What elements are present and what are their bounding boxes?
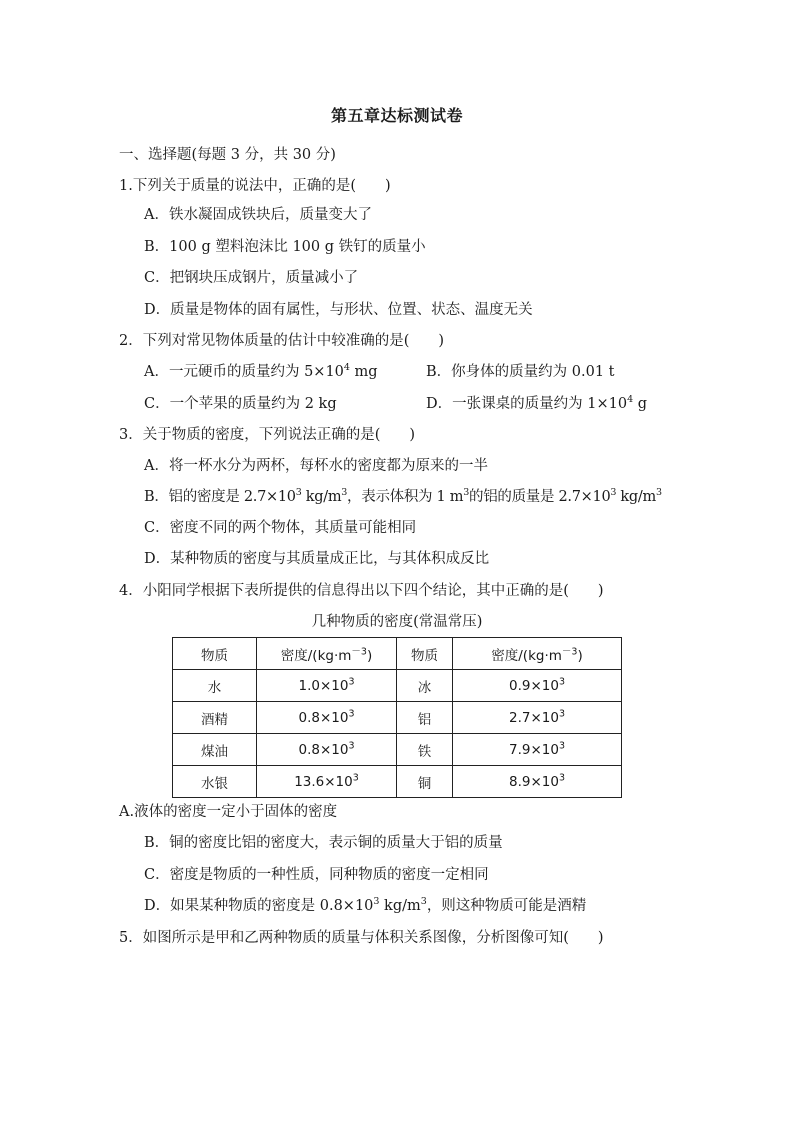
table-cell: 铁: [397, 734, 453, 766]
question-2-stem: 2．下列对常见物体质量的估计中较准确的是( ): [119, 333, 445, 349]
question-3-option-b: B．铝的密度是 $2.7\times 10^3$ $kg/m^3$，表示体积为 1 $m^3$的铝的质量是 $2.7\times 10^3$ $kg/m^3$: [144, 487, 662, 505]
question-2-option-c: C．一个苹果的质量约为 2 kg: [144, 396, 337, 412]
question-3-option-d: D．某种物质的密度与其质量成正比，与其体积成反比: [144, 551, 490, 567]
question-1-option-a: A．铁水凝固成铁块后，质量变大了: [144, 207, 372, 223]
table-cell: $2.7\times 10^3$: [453, 702, 622, 734]
density-table: [172, 637, 622, 798]
table-header-substance: 物质: [397, 638, 453, 670]
question-4-option-c: C．密度是物质的一种性质，同种物质的密度一定相同: [144, 867, 489, 883]
table-row: [173, 766, 622, 798]
question-4-stem: 4．小阳同学根据下表所提供的信息得出以下四个结论，其中正确的是( ): [119, 583, 604, 599]
table-row: [173, 734, 622, 766]
question-4-option-d: D．如果某种物质的密度是 $0.8\times 10^3$ $kg/m^3$，则这种物质可能是酒精: [144, 896, 587, 914]
table-caption: 几种物质的密度(常温常压): [311, 614, 483, 630]
question-2-option-d: D．一张课桌的质量约为 $1\times 10^4$ g: [426, 394, 648, 412]
table-header-substance: 物质: [173, 638, 257, 670]
table-cell: 煤油: [173, 734, 257, 766]
table-row: [173, 670, 622, 702]
table-header-density: 密度$/(kg\cdot m^{-3})$: [453, 638, 622, 670]
exam-title: 第五章达标测试卷: [330, 106, 463, 125]
question-4-option-a: A.液体的密度一定小于固体的密度: [119, 804, 338, 820]
table-cell: 铜: [397, 766, 453, 798]
table-cell: $0.8\times 10^3$: [257, 702, 397, 734]
table-header-density: 密度$/(kg\cdot m^{-3})$: [257, 638, 397, 670]
question-1-option-d: D．质量是物体的固有属性，与形状、位置、状态、温度无关: [144, 302, 533, 318]
question-3-option-c: C．密度不同的两个物体，其质量可能相同: [144, 520, 417, 536]
table-cell: 冰: [397, 670, 453, 702]
question-1-stem: 1.下列关于质量的说法中，正确的是( ): [119, 178, 391, 194]
section-heading: 一、选择题(每题 3 分，共 30 分): [119, 147, 336, 163]
table-cell: 铝: [397, 702, 453, 734]
question-5-stem: 5．如图所示是甲和乙两种物质的质量与体积关系图像，分析图像可知( ): [119, 930, 604, 946]
question-1-option-c: C．把钢块压成钢片，质量减小了: [144, 270, 359, 286]
table-cell: $7.9\times 10^3$: [453, 734, 622, 766]
question-2-option-a: A．一元硬币的质量约为 $5\times 10^4$ mg: [144, 362, 378, 380]
question-2-option-b: B．你身体的质量约为 0.01 t: [426, 364, 615, 380]
question-3-stem: 3．关于物质的密度，下列说法正确的是( ): [119, 427, 416, 443]
question-1-option-b: B．100 g 塑料泡沫比 100 g 铁钉的质量小: [144, 239, 426, 255]
table-cell: $0.8\times 10^3$: [257, 734, 397, 766]
table-cell: 水银: [173, 766, 257, 798]
table-cell: $8.9\times 10^3$: [453, 766, 622, 798]
table-row: [173, 702, 622, 734]
table-cell: $13.6\times 10^3$: [257, 766, 397, 798]
question-3-option-a: A．将一杯水分为两杯，每杯水的密度都为原来的一半: [144, 458, 488, 474]
question-4-option-b: B．铜的密度比铝的密度大，表示铜的质量大于铝的质量: [144, 835, 503, 851]
table-cell: $0.9\times 10^3$: [453, 670, 622, 702]
table-header-row: [173, 638, 622, 670]
table-cell: $1.0\times 10^3$: [257, 670, 397, 702]
table-cell: 酒精: [173, 702, 257, 734]
table-cell: 水: [173, 670, 257, 702]
